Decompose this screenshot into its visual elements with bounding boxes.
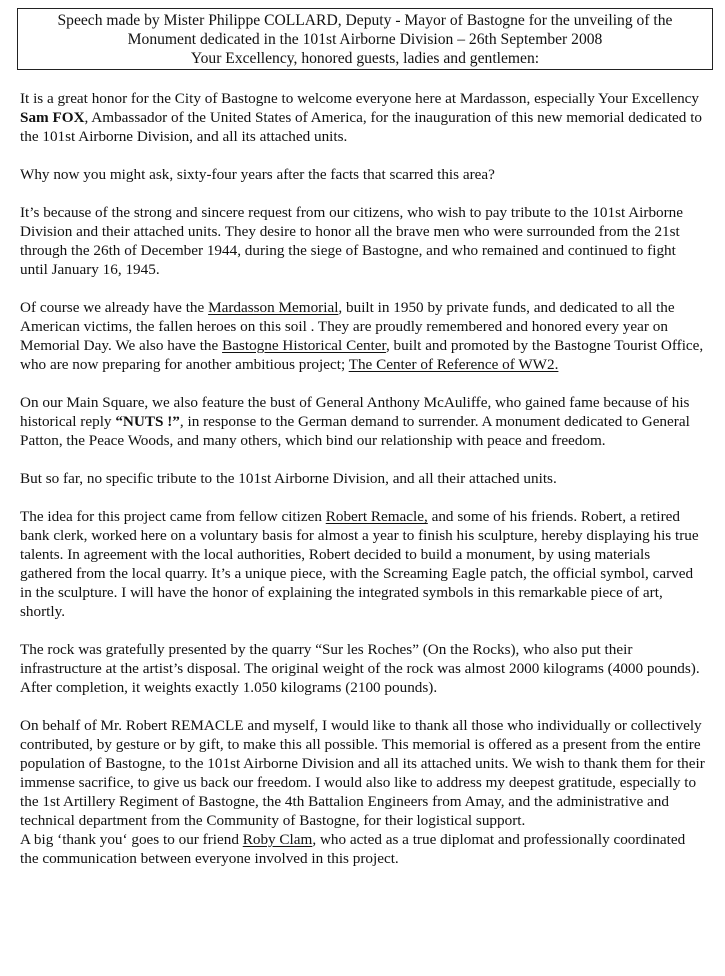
- paragraph-text: , in response to the German demand to surrender. A monument dedicated to General Patton, the Peace Woods, and many others, which bind our relationship with peace and freedom.: [20, 413, 690, 449]
- paragraph-rock: The rock was gratefully presented by the quarry “Sur les Roches” (On the Rocks), who also put their infrastructure at the artist’s disposal. The original weight of the rock was almost 2000 kilograms (4000 pounds). After completion, it weights exactly 1.050 kilograms (2100 pounds).: [20, 641, 700, 696]
- header-line-1: Speech made by Mister Philippe COLLARD, Deputy - Mayor of Bastogne for the unveiling of the: [57, 12, 673, 29]
- speech-header-box: [17, 8, 713, 70]
- paragraph-project-idea: [20, 507, 705, 621]
- paragraph-why-now: Why now you might ask, sixty-four years after the facts that scarred this area?: [20, 166, 495, 183]
- mardasson-memorial-link[interactable]: Mardasson Memorial: [208, 299, 339, 316]
- ambassador-name: Sam FOX: [20, 109, 85, 126]
- paragraph-text: , who acted as a true diplomat and professionally coordinated the communication between everyone involved in this project.: [20, 831, 686, 867]
- paragraph-existing-memorials: [20, 298, 705, 374]
- paragraph-no-tribute: But so far, no specific tribute to the 101st Airborne Division, and all their attached units.: [20, 470, 557, 487]
- paragraph-text: A big ‘thank you‘ goes to our friend: [20, 831, 243, 848]
- roby-clam-link[interactable]: Roby Clam: [242, 831, 313, 848]
- paragraph-text: The idea for this project came from fellow citizen: [20, 508, 326, 525]
- paragraph-text: It is a great honor for the City of Bastogne to welcome everyone here at Mardasson, especially Your Excellency: [20, 90, 700, 107]
- center-of-reference-link[interactable]: The Center of Reference of WW2.: [348, 356, 559, 373]
- paragraph-roby-clam: [20, 830, 705, 868]
- paragraph-main-square: [20, 393, 705, 450]
- speech-body: [10, 89, 717, 868]
- paragraph-text: , Ambassador of the United States of America, for the inauguration of this new memorial dedicated to the 101st Airborne Division, and all its attached units.: [20, 109, 703, 145]
- paragraph-text: and some of his friends. Robert, a retired bank clerk, worked here on a voluntary basis for almost a year to finish his sculpture, hereby displaying his true talents. In agreement with the local authorities, Robert decided to build a monument, by using materials gathered from the local quarry. It’s a unique piece, with the Screaming Eagle patch, the official symbol, carved in the sculpture. I will have the honor of explaining the integrated symbols in this remarkable piece of art, shortly.: [20, 508, 699, 620]
- header-salutation: Your Excellency, honored guests, ladies and gentlemen:: [190, 50, 540, 67]
- robert-remacle-link[interactable]: Robert Remacle,: [325, 508, 428, 525]
- paragraph-citizens-request: It’s because of the strong and sincere request from our citizens, who wish to pay tribute to the 101st Airborne Division and their attached units. They desire to honor all the brave men who were surrounded from the 21st through the 26th of December 1944, during the siege of Bastogne, and who remained and continued to fight until January 16, 1945.: [20, 204, 684, 278]
- paragraph-thanks: On behalf of Mr. Robert REMACLE and myself, I would like to thank all those who individually or collectively contributed, by gesture or by gift, to make this all possible. This memorial is offered as a present from the entire population of Bastogne, to the 101st Airborne Division and all its attached units. We wish to thank them for their immense sacrifice, to give us back our freedom. I would also like to address my deepest gratitude, especially to the 1st Artillery Regiment of Bastogne, the 4th Battalion Engineers from Amay, and the administrative and technical department from the Community of Bastogne, for their logistical support.: [20, 717, 705, 829]
- paragraph-text: On our Main Square, we also feature the bust of General Anthony McAuliffe, who gained fame because of his historical reply: [20, 394, 690, 430]
- header-line-2: Monument dedicated in the 101st Airborne Division – 26th September 2008: [127, 31, 603, 48]
- paragraph-text: , built in 1950 by private funds, and dedicated to all the American victims, the fallen heroes on this soil . They are proudly remembered and honored every year on Memorial Day. We also have the: [20, 299, 675, 354]
- paragraph-text: , built and promoted by the Bastogne Tourist Office, who are now preparing for another ambitious project;: [20, 337, 704, 373]
- paragraph-welcome: [20, 89, 705, 146]
- nuts-quote: “NUTS !”: [115, 413, 180, 430]
- paragraph-text: Of course we already have the: [20, 299, 209, 316]
- historical-center-link[interactable]: Bastogne Historical Center: [222, 337, 386, 354]
